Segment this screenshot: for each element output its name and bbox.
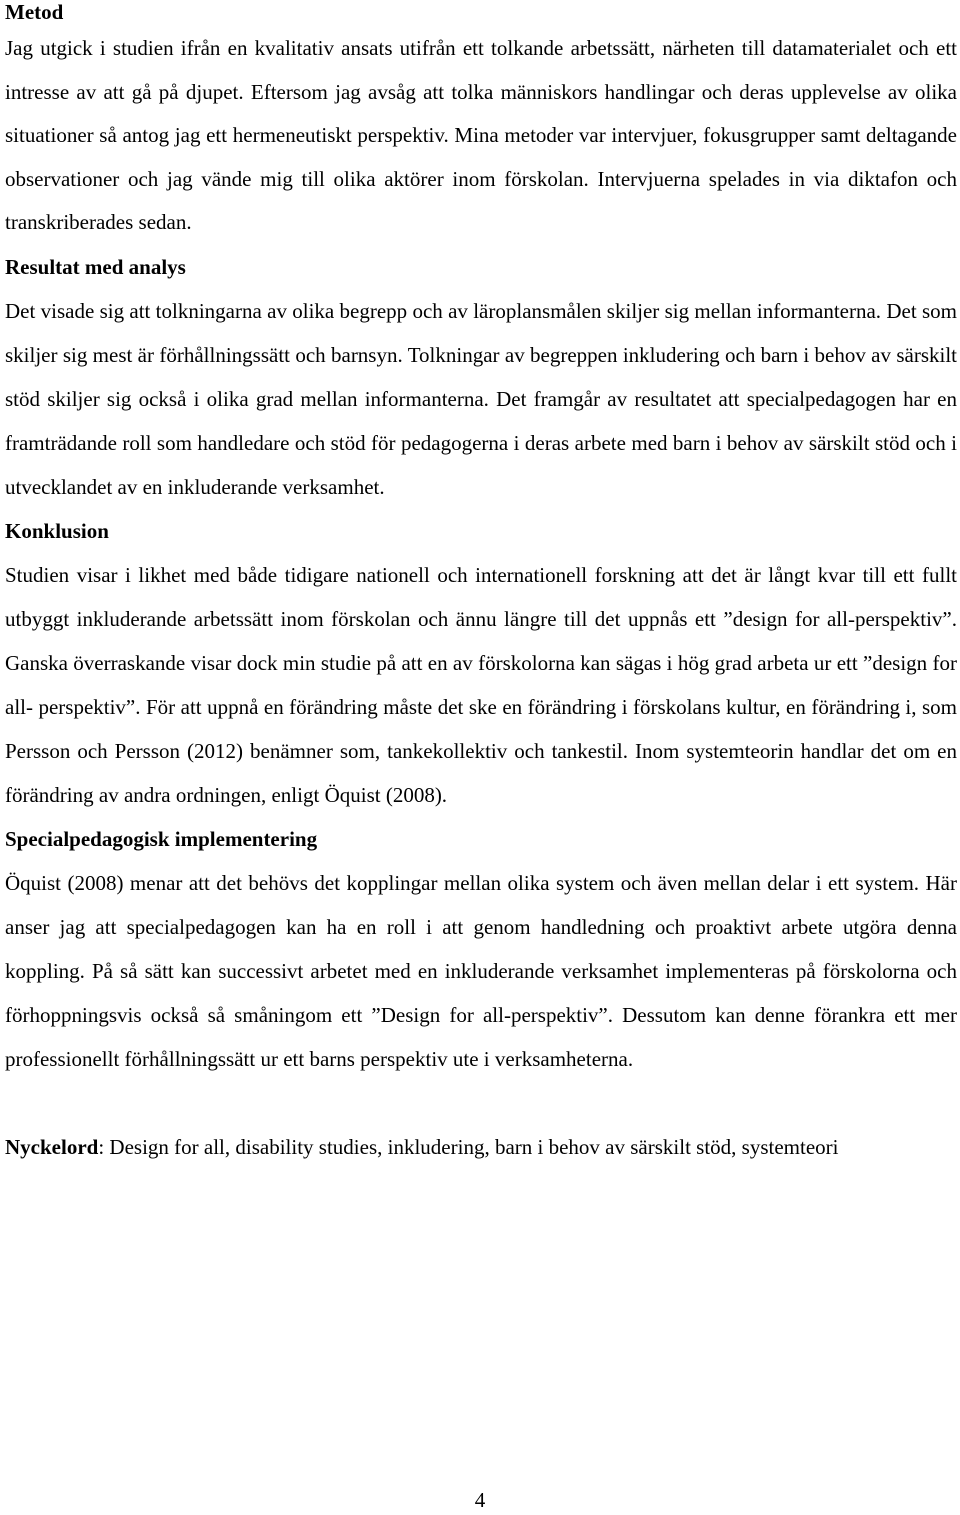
keywords-label: Nyckelord (5, 1134, 99, 1159)
paragraph-resultat: Det visade sig att tolkningarna av olika begrepp och av läroplansmålen skiljer sig mellan informanterna. Det som skiljer sig mest är förhållningssätt och barnsyn. Tolkningar av begreppen inkludering och barn i behov av särskilt stöd skiljer sig också i olika grad mellan informanterna. Det framgår av resultatet att specialpedagogen har en framträdande roll som handledare och stöd för pedagogerna i deras arbete med barn i behov av särskilt stöd och i utvecklandet av en inkluderande verksamhet. (5, 298, 957, 499)
heading-konklusion: Konklusion (5, 518, 109, 543)
document-page (5, 0, 957, 1169)
page-number: 4 (474, 1488, 486, 1512)
section-spacer (5, 1081, 957, 1125)
paragraph-metod: Jag utgick i studien ifrån en kvalitativ ansats utifrån ett tolkande arbetssätt, närheten till datamaterialet och ett intresse av att gå på djupet. Eftersom jag avsåg att tolka människors handlingar och deras upplevelse av olika situationer så antog jag ett hermeneutiskt perspektiv. Mina metoder var intervjuer, fokusgrupper samt deltagande observationer och jag vände mig till olika aktörer inom förskolan. Intervjuerna spelades in via diktafon och transkriberades sedan. (5, 36, 957, 234)
keywords-text: : Design for all, disability studies, inkludering, barn i behov av särskilt stöd, systemteori (98, 1134, 839, 1159)
paragraph-implementering: Öquist (2008) menar att det behövs det kopplingar mellan olika system och även mellan delar i ett system. Här anser jag att specialpedagogen kan ha en roll i att genom handledning och proaktivt arbete utgöra denna koppling. På så sätt kan successivt arbetet med en inkluderande verksamhet implementeras på förskolorna och förhoppningsvis också så småningom ett ”Design for all-perspektiv”. Dessutom kan denne förankra ett mer professionellt förhållningssätt ur ett barns perspektiv ute i verksamheterna. (5, 870, 957, 1071)
heading-implementering: Specialpedagogisk implementering (5, 826, 318, 851)
heading-resultat: Resultat med analys (5, 254, 186, 279)
keywords (5, 1125, 957, 1169)
heading-metod: Metod (5, 0, 64, 24)
paragraph-konklusion: Studien visar i likhet med både tidigare nationell och internationell forskning att det är långt kvar till ett fullt utbyggt inkluderande arbetssätt inom förskolan och ännu längre till det uppnås ett ”design for all-perspektiv”. Ganska överraskande visar dock min studie på att en av förskolorna kan sägas i hög grad arbeta ur ett ”design for all- perspektiv”. För att uppnå en förändring måste det ske en förändring i förskolans kultur, en förändring i, som Persson och Persson (2012) benämner som, tankekollektiv och tankestil. Inom systemteorin handlar det om en förändring av andra ordningen, enligt Öquist (2008). (5, 562, 957, 807)
